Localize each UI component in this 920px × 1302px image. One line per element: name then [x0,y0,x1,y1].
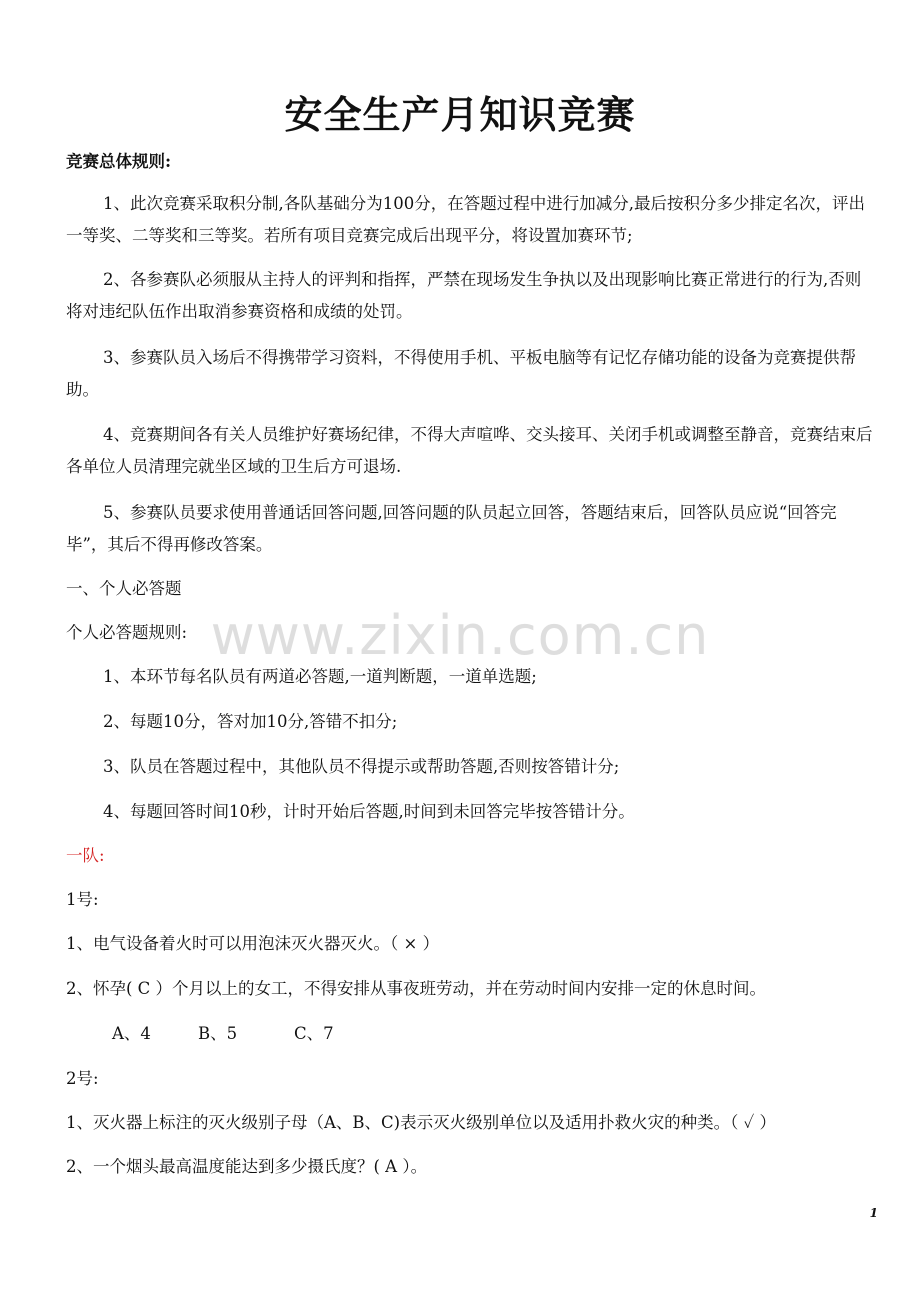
section1-rule-2: 2、每题10分，答对加10分,答错不扣分; [103,712,398,731]
member2-label: 2号: [66,1069,99,1088]
section1-rule-4: 4、每题回答时间10秒，计时开始后答题,时间到未回答完毕按答错计分。 [103,802,635,821]
general-rule-3: 3、参赛队员入场后不得携带学习资料，不得使用手机、平板电脑等有记忆存储功能的设备为竞赛提供帮助。 [66,348,856,399]
general-rule-2: 2、各参赛队必须服从主持人的评判和指挥，严禁在现场发生争执以及出现影响比赛正常进行的行为,否则将对违纪队伍作出取消参赛资格和成绩的处罚。 [66,270,862,321]
section1-heading: 一、个人必答题 [66,579,182,598]
general-rules-heading: 竞赛总体规则: [66,152,172,171]
page-title: 安全生产月知识竞赛 [284,93,636,137]
team-label: 一队: [66,846,105,865]
section1-rules-heading: 个人必答题规则: [66,623,188,642]
member2-question-2: 2、一个烟头最高温度能达到多少摄氏度？( A ）。 [66,1157,428,1176]
member1-question-2-options [112,1018,812,1050]
general-rule-1: 1、此次竞赛采取积分制,各队基础分为100分，在答题过程中进行加减分,最后按积分多少排定名次，评出一等奖、二等奖和三等奖。若所有项目竞赛完成后出现平分，将设置加赛环节; [66,194,865,245]
section1-rule-3: 3、队员在答题过程中，其他队员不得提示或帮助答题,否则按答错计分; [103,757,620,776]
option-c: C、7 [294,1024,334,1043]
member1-question-2: 2、怀孕( C ）个月以上的女工，不得安排从事夜班劳动，并在劳动时间内安排一定的休息时间。 [66,979,767,998]
page-number: 1 [869,1206,878,1220]
watermark: www.zixin.com.cn [210,604,710,667]
general-rule-4: 4、竞赛期间各有关人员维护好赛场纪律，不得大声喧哗、交头接耳、关闭手机或调整至静音，竞赛结束后各单位人员清理完就坐区域的卫生后方可退场. [66,425,873,476]
section1-rule-1: 1、本环节每名队员有两道必答题,一道判断题，一道单选题; [103,667,537,686]
member1-label: 1号: [66,890,99,909]
member1-question-1: 1、电气设备着火时可以用泡沫灭火器灭火。（ × ） [66,934,440,953]
option-b: B、5 [198,1024,238,1043]
option-a: A、4 [112,1024,151,1043]
member2-question-1: 1、灭火器上标注的灭火级别子母（A、B、C)表示灭火级别单位以及适用扑救火灾的种类。（ ✓ ） [66,1113,776,1132]
general-rule-5: 5、参赛队员要求使用普通话回答问题,回答问题的队员起立回答，答题结束后，回答队员应说“回答完毕”，其后不得再修改答案。 [66,503,837,554]
